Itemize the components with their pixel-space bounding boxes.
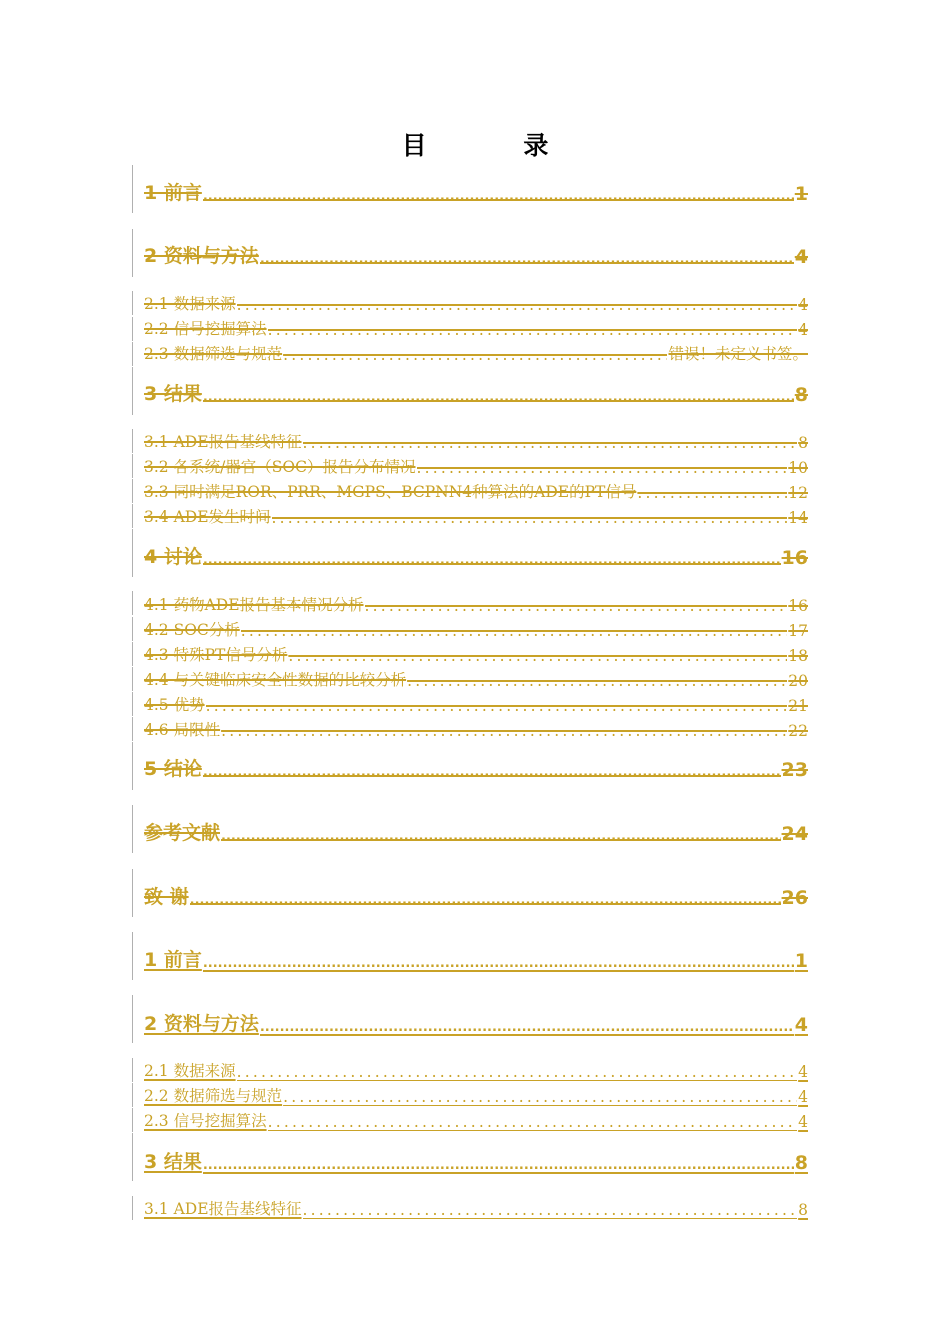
deleted-toc-row	[132, 342, 808, 366]
inserted-toc-row	[132, 932, 808, 980]
toc-page-number: 26	[781, 887, 808, 909]
toc-entry-label: 3.4 ADE发生时间	[144, 508, 271, 526]
toc-entry-label: 4.4 与关键临床安全性数据的比较分析	[144, 671, 407, 689]
toc-entry-link[interactable]	[144, 621, 808, 640]
toc-entry-label: 3.1 ADE报告基线特征	[144, 433, 302, 451]
toc-page-number: 22	[788, 722, 808, 740]
toc-entry-link[interactable]	[144, 721, 808, 740]
toc-entry-link[interactable]	[144, 244, 808, 268]
toc-entry-label: 参考文献	[144, 822, 221, 844]
toc-entry-link[interactable]	[144, 345, 808, 364]
toc-dot-leader	[241, 622, 788, 640]
toc-entry-link[interactable]	[144, 181, 808, 205]
toc-entry-label: 2.2 数据筛选与规范	[144, 1087, 283, 1105]
toc-entry-label: 3.1 ADE报告基线特征	[144, 1200, 302, 1218]
toc-dot-leader	[272, 509, 788, 527]
toc-page-number: 10	[788, 459, 808, 477]
deleted-toc-row	[132, 454, 808, 478]
toc-dot-leader	[203, 1152, 794, 1174]
toc-entry-label: 2 资料与方法	[144, 245, 259, 267]
toc-page-number: 21	[788, 697, 808, 715]
inserted-toc-row	[132, 1058, 808, 1082]
toc-dot-leader	[203, 759, 781, 781]
toc-dot-leader	[303, 434, 798, 452]
toc-page-number: 24	[781, 823, 808, 845]
toc-dot-leader	[268, 321, 798, 339]
toc-dot-leader	[203, 950, 794, 972]
toc-dot-leader	[288, 647, 787, 665]
toc-entry-label: 4 讨论	[144, 546, 202, 568]
inserted-toc-row	[132, 1108, 808, 1132]
toc-dot-leader	[260, 1014, 794, 1036]
toc-entry-link[interactable]	[144, 458, 808, 477]
toc-page-number: 4	[798, 1113, 808, 1131]
toc-entry-label: 5 结论	[144, 758, 202, 780]
toc-entry-label: 3.3 同时满足ROR、PRR、MGPS、BCPNN4种算法的ADE的PT信号	[144, 483, 637, 501]
toc-entry-link[interactable]	[144, 671, 808, 690]
deleted-toc-row	[132, 229, 808, 277]
toc-entry-label: 4.3 特殊PT信号分析	[144, 646, 288, 664]
deleted-toc-row	[132, 591, 808, 615]
toc-entry-label: 4.2 SOC分析	[144, 621, 240, 639]
toc-entry-link[interactable]	[144, 696, 808, 715]
toc-dot-leader	[206, 697, 788, 715]
toc-page-number: 20	[788, 672, 808, 690]
toc-entry-link[interactable]	[144, 646, 808, 665]
toc-dot-leader	[283, 1088, 797, 1106]
toc-page-number: 4	[798, 321, 808, 339]
toc-entry-label: 4.1 药物ADE报告基本情况分析	[144, 596, 364, 614]
toc-entry-label: 1 前言	[144, 182, 202, 204]
toc-entry-label: 致 谢	[144, 886, 189, 908]
toc-entry-link[interactable]	[144, 1112, 808, 1131]
toc-page-number: 8	[798, 1201, 808, 1219]
toc-entry-link[interactable]	[144, 508, 808, 527]
toc-dot-leader	[203, 183, 794, 205]
toc-dot-leader	[237, 296, 798, 314]
toc-entry-link[interactable]	[144, 1012, 808, 1036]
toc-entry-label: 1 前言	[144, 949, 202, 971]
deleted-toc-row	[132, 642, 808, 666]
toc-entry-link[interactable]	[144, 295, 808, 314]
deleted-toc-row	[132, 692, 808, 716]
toc-dot-leader	[203, 547, 781, 569]
toc-entry-label: 2.2 信号挖掘算法	[144, 320, 267, 338]
toc-entry-label: 3 结果	[144, 383, 202, 405]
page-title: 目 录	[401, 131, 593, 160]
toc-page-number: 4	[798, 296, 808, 314]
toc-entry-label: 2.1 数据来源	[144, 1062, 236, 1080]
toc-page-number: 1	[794, 183, 808, 205]
deleted-toc-row	[132, 367, 808, 415]
deleted-toc-row	[132, 617, 808, 641]
toc-dot-leader	[417, 459, 788, 477]
deleted-toc-row	[132, 667, 808, 691]
toc-entry-label: 4.6 局限性	[144, 721, 221, 739]
deleted-toc-row	[132, 479, 808, 503]
toc-entry-label: 2.3 数据筛选与规范	[144, 345, 283, 363]
deleted-toc-row	[132, 717, 808, 741]
inserted-toc-row	[132, 1083, 808, 1107]
toc-entry-link[interactable]	[144, 885, 808, 909]
toc-page-number: 错误！未定义书签。	[668, 345, 808, 363]
toc-entry-link[interactable]	[144, 821, 808, 845]
deleted-toc-row	[132, 529, 808, 577]
toc-entry-link[interactable]	[144, 1200, 808, 1219]
toc-entry-label: 3 结果	[144, 1151, 202, 1173]
toc-dot-leader	[237, 1063, 798, 1081]
toc-entry-link[interactable]	[144, 948, 808, 972]
toc-entry-label: 2.1 数据来源	[144, 295, 236, 313]
toc-page-number: 23	[781, 759, 808, 781]
toc-dot-leader	[203, 384, 794, 406]
toc-dot-leader	[303, 1201, 798, 1219]
deleted-toc-row	[132, 869, 808, 917]
deleted-toc-row	[132, 742, 808, 790]
toc-dot-leader	[221, 722, 787, 740]
toc-dot-leader	[283, 346, 667, 364]
deleted-toc-row	[132, 504, 808, 528]
toc-entry-link[interactable]	[144, 483, 808, 502]
toc-dot-leader	[190, 887, 781, 909]
toc-page-number: 4	[798, 1088, 808, 1106]
toc-page-number: 4	[794, 246, 808, 268]
toc-entry-link[interactable]	[144, 1062, 808, 1081]
toc-page-number: 16	[781, 547, 808, 569]
toc-dot-leader	[637, 484, 787, 502]
toc-page-number: 8	[798, 434, 808, 452]
toc-entry-link[interactable]	[144, 1150, 808, 1174]
toc-entry-link[interactable]	[144, 320, 808, 339]
toc-entry-link[interactable]	[144, 545, 808, 569]
toc-entry-link[interactable]	[144, 433, 808, 452]
inserted-toc-row	[132, 1133, 808, 1181]
toc-entry-label: 2.3 信号挖掘算法	[144, 1112, 267, 1130]
toc-page-number: 8	[794, 1152, 808, 1174]
toc-page-number: 1	[794, 950, 808, 972]
toc-page-number: 4	[794, 1014, 808, 1036]
toc-dot-leader	[260, 246, 794, 268]
toc-entry-label: 3.2 各系统/器官（SOC）报告分布情况	[144, 458, 416, 476]
toc-entry-label: 2 资料与方法	[144, 1013, 259, 1035]
toc-page-number: 14	[788, 509, 808, 527]
deleted-toc-row	[132, 429, 808, 453]
toc-dot-leader	[268, 1113, 798, 1131]
toc-page-number: 12	[788, 484, 808, 502]
inserted-toc-row	[132, 1196, 808, 1220]
toc-dot-leader	[407, 672, 787, 690]
inserted-toc-row	[132, 995, 808, 1043]
toc-page-number: 8	[794, 384, 808, 406]
deleted-toc-row	[132, 317, 808, 341]
toc-page-number: 16	[788, 597, 808, 615]
toc-page-number: 18	[788, 647, 808, 665]
toc-entry-link[interactable]	[144, 382, 808, 406]
deleted-toc-row	[132, 805, 808, 853]
toc-dot-leader	[365, 597, 788, 615]
deleted-toc-row	[132, 291, 808, 315]
toc-page-number: 4	[798, 1063, 808, 1081]
toc-entry-link[interactable]	[144, 757, 808, 781]
deleted-toc-row	[132, 165, 808, 213]
toc-entry-label: 4.5 优势	[144, 696, 205, 714]
toc-entry-link[interactable]	[144, 1087, 808, 1106]
toc-page-number: 17	[788, 622, 808, 640]
toc-dot-leader	[221, 823, 781, 845]
toc-entry-link[interactable]	[144, 596, 808, 615]
